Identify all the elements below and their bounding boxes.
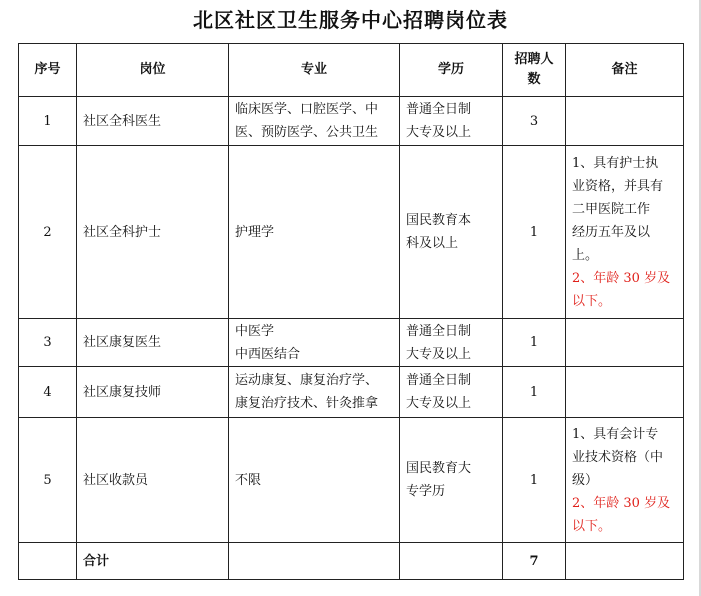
cell-major-line: 中西医结合 <box>235 346 301 362</box>
table-body <box>19 97 684 580</box>
note-line: 1、具有会计专 <box>572 426 659 442</box>
cell-major-line: 护理学 <box>235 224 275 240</box>
cell-note <box>566 146 684 319</box>
note-line-red: 以下。 <box>572 518 612 534</box>
cell-post: 社区康复医生 <box>77 319 229 367</box>
cell-post: 社区收款员 <box>77 418 229 543</box>
cell-count: 1 <box>503 319 566 367</box>
cell-major <box>229 367 400 418</box>
note-line-red: 以下。 <box>572 293 612 309</box>
cell-major-line: 运动康复、康复治疗学、 <box>235 373 379 388</box>
cell-total-empty <box>229 543 400 580</box>
cell-no: 1 <box>19 97 77 146</box>
table-header-row <box>19 44 684 97</box>
cell-total-empty <box>19 543 77 580</box>
cell-note <box>566 367 684 418</box>
cell-note <box>566 418 684 543</box>
table-total-row <box>19 543 684 580</box>
note-line-red: 2、年龄 30 岁及 <box>572 495 671 511</box>
page-title: 北区社区卫生服务中心招聘岗位表 <box>193 8 508 32</box>
header-no: 序号 <box>19 44 77 97</box>
cell-total-empty <box>566 543 684 580</box>
header-count <box>503 44 566 97</box>
note-line: 业资格，并具有 <box>572 178 664 194</box>
table-row <box>19 319 684 367</box>
header-post: 岗位 <box>77 44 229 97</box>
cell-count: 1 <box>503 146 566 319</box>
cell-post: 社区康复技师 <box>77 367 229 418</box>
cell-education-line: 国民教育本 <box>406 213 472 228</box>
header-major: 专业 <box>229 44 400 97</box>
note-line: 经历五年及以 <box>572 224 651 240</box>
cell-no: 5 <box>19 418 77 543</box>
note-line: 级） <box>572 472 599 488</box>
cell-major-line: 临床医学、口腔医学、中 <box>235 102 379 117</box>
note-line: 上。 <box>572 247 599 263</box>
note-line-red: 2、年龄 30 岁及 <box>572 270 671 286</box>
cell-education <box>400 97 503 146</box>
cell-education-line: 普通全日制 <box>406 102 472 117</box>
cell-education-line: 科及以上 <box>406 236 459 251</box>
recruitment-table <box>18 43 684 580</box>
cell-education-line: 大专及以上 <box>406 396 472 411</box>
header-count-line1: 招聘人 <box>514 52 554 67</box>
cell-education <box>400 146 503 319</box>
total-label: 合计 <box>77 543 229 580</box>
cell-education <box>400 418 503 543</box>
cell-count: 3 <box>503 97 566 146</box>
header-education: 学历 <box>400 44 503 97</box>
cell-major-line: 不限 <box>235 472 262 488</box>
cell-note <box>566 97 684 146</box>
note-line: 业技术资格（中 <box>572 449 664 465</box>
cell-major-line: 康复治疗技术、针灸推拿 <box>235 396 379 411</box>
note-line: 二甲医院工作 <box>572 201 651 217</box>
cell-no: 3 <box>19 319 77 367</box>
cell-major <box>229 319 400 367</box>
cell-education-line: 国民教育大 <box>406 461 472 476</box>
cell-education <box>400 319 503 367</box>
table-row <box>19 418 684 543</box>
cell-note <box>566 319 684 367</box>
cell-major <box>229 97 400 146</box>
header-count-line2: 数 <box>527 72 541 87</box>
cell-total-empty <box>400 543 503 580</box>
cell-major-line: 中医学 <box>235 323 275 339</box>
cell-post: 社区全科护士 <box>77 146 229 319</box>
table-row <box>19 146 684 319</box>
total-value: 7 <box>503 543 566 580</box>
cell-education-line: 普通全日制 <box>406 323 472 339</box>
cell-education <box>400 367 503 418</box>
cell-education-line: 大专及以上 <box>406 125 472 140</box>
cell-education-line: 普通全日制 <box>406 373 472 388</box>
cell-major-line: 医、预防医学、公共卫生 <box>235 125 379 140</box>
table-row <box>19 97 684 146</box>
cell-education-line: 大专及以上 <box>406 346 472 362</box>
cell-no: 4 <box>19 367 77 418</box>
note-line: 1、具有护士执 <box>572 155 659 171</box>
table-row <box>19 367 684 418</box>
cell-count: 1 <box>503 418 566 543</box>
cell-post: 社区全科医生 <box>77 97 229 146</box>
cell-no: 2 <box>19 146 77 319</box>
cell-count: 1 <box>503 367 566 418</box>
cell-major <box>229 418 400 543</box>
cell-education-line: 专学历 <box>406 484 446 499</box>
header-note: 备注 <box>566 44 684 97</box>
cell-major <box>229 146 400 319</box>
